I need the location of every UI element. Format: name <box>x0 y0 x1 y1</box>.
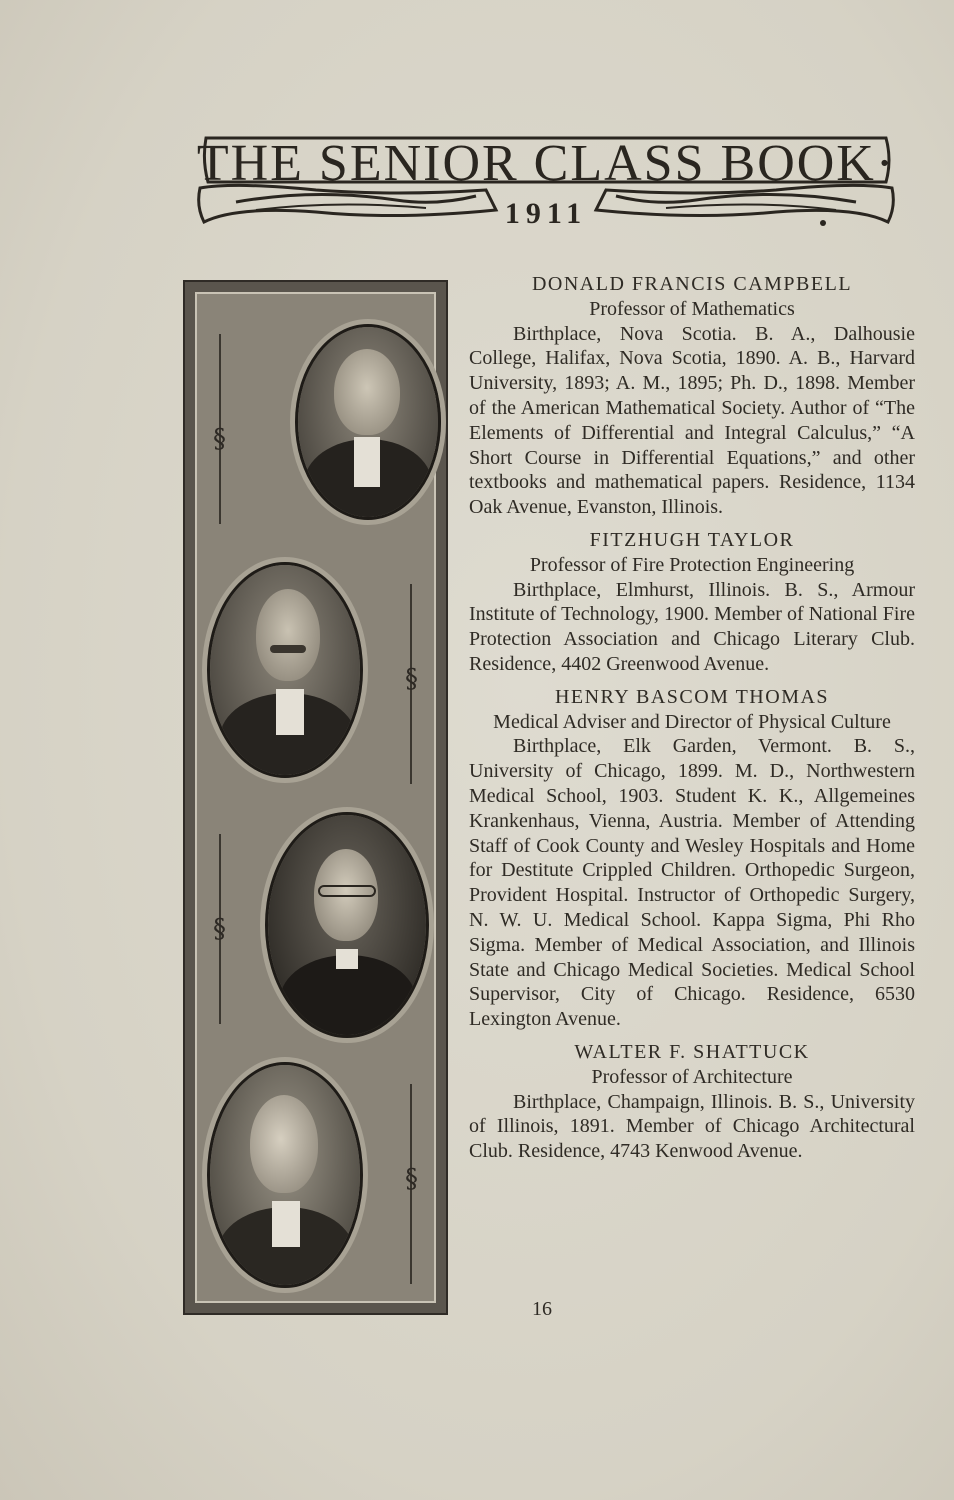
biography-entry <box>469 272 915 520</box>
person-name: DONALD FRANCIS CAMPBELL <box>531 273 853 295</box>
person-name: HENRY BASCOM THOMAS <box>554 685 830 708</box>
portrait-panel-inner <box>195 292 436 1303</box>
portrait-thomas <box>265 812 429 1038</box>
biography-entry <box>469 1040 915 1164</box>
portrait-taylor <box>207 562 363 778</box>
header-banner <box>196 130 896 230</box>
person-name: FITZHUGH TAYLOR <box>589 528 795 551</box>
biography-column <box>469 272 915 1172</box>
scroll-ornament-icon: § <box>405 664 418 694</box>
scroll-ornament-icon: § <box>405 1164 418 1194</box>
portrait-campbell <box>295 324 441 520</box>
book-title: THE SENIOR CLASS BOOK· <box>196 135 896 192</box>
book-year: 1911 <box>504 197 588 230</box>
person-bio: Birthplace, Elk Garden, Vermont. B. S., University of Chicago, 1899. M. D., Northwestern Medical School, 1903. Student K. K., Allgemeines Krankenhaus, Vienna, Austria. Member of Attending Staff of Cook County and Wesley Hospitals and Home for Destitute Crippled Children. Orthopedic Surgeon, Provident Hospital. Instructor of Orthopedic Surgery, N. W. U. Medical School. Kappa Sigma, Phi Rho Sigma. Member of Medical Association, and Illinois State and Chicago Medical Societies. Medical School Supervisor, City of Chicago. Residence, 6530 Lexington Avenue. <box>469 735 915 1031</box>
biography-entry <box>469 685 915 1032</box>
person-name: WALTER F. SHATTUCK <box>574 1040 810 1063</box>
page-number: 16 <box>532 1298 552 1320</box>
biography-entry <box>469 528 915 677</box>
person-title: Professor of Fire Protection Engineering <box>529 553 855 576</box>
person-title: Professor of Mathematics <box>589 297 795 320</box>
scroll-ornament-icon: § <box>213 914 226 944</box>
person-bio: Birthplace, Champaign, Illinois. B. S., University of Illinois, 1891. Member of Chicago Architectural Club. Residence, 4743 Kenwood Avenue. <box>469 1090 915 1163</box>
person-bio: Birthplace, Elmhurst, Illinois. B. S., Armour Institute of Technology, 1900. Member of National Fire Protection Association and Chicago Literary Club. Residence, 4402 Greenwood Avenue. <box>469 578 915 675</box>
portrait-panel <box>183 280 448 1315</box>
person-title: Medical Adviser and Director of Physical Culture <box>493 710 891 733</box>
scroll-ornament-icon: § <box>213 424 226 454</box>
person-title: Professor of Architecture <box>591 1065 793 1088</box>
person-bio: Birthplace, Nova Scotia. B. A., Dalhousie College, Halifax, Nova Scotia, 1890. A. B., Harvard University, 1893; A. M., 1895; Ph. D., 1898. Member of the American Mathematical Society. Author of “The Elements of Differential and Integral Calculus,” “A Short Course in Differential Equations,” and other textbooks and mathematical papers. Residence, 1134 Oak Avenue, Evanston, Illinois. <box>469 322 915 519</box>
portrait-shattuck <box>207 1062 363 1288</box>
